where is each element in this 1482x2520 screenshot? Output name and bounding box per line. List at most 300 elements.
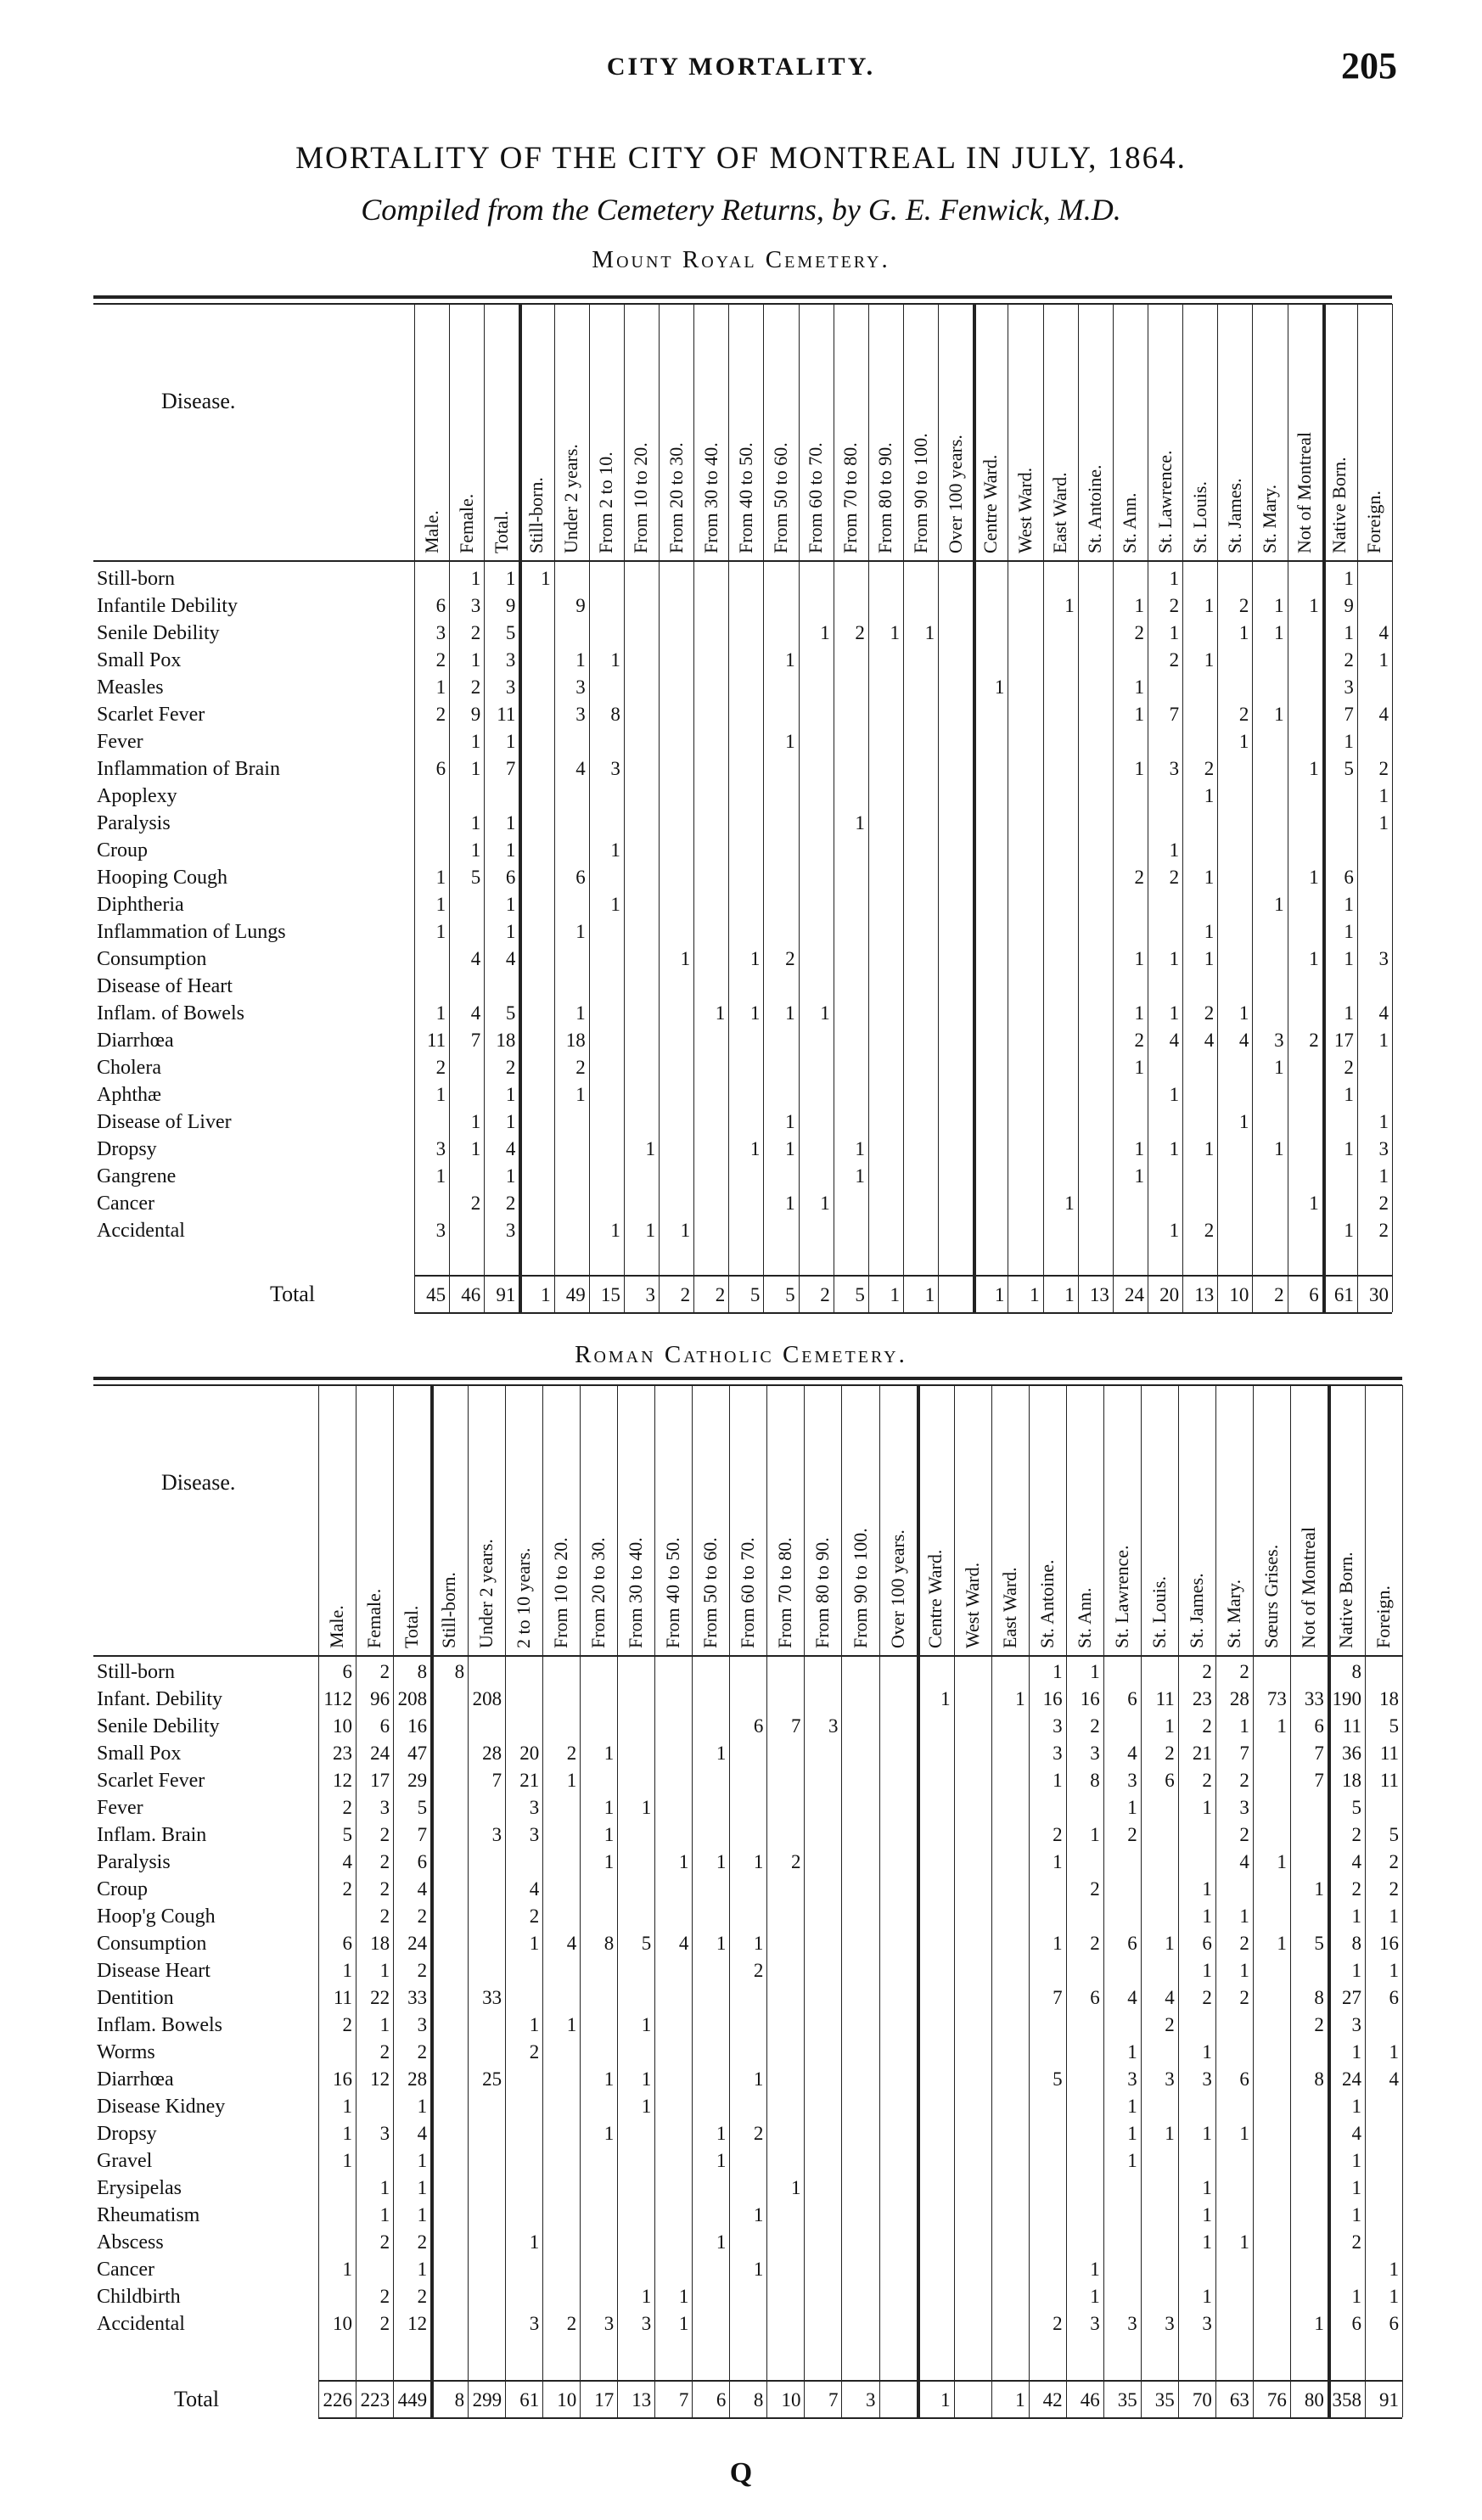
table-cell: 1 [566,2014,577,2035]
table-cell: 1 [417,2096,428,2117]
table-cell: 2 [379,1905,390,1927]
table-cell: 6 [1314,1715,1324,1737]
disease-name: Paralysis [97,812,171,834]
table-cell: 5 [1053,2068,1063,2090]
table-cell: 1 [1378,1165,1389,1187]
table-cell: 4 [342,1851,353,1872]
table-cell: 4 [505,1138,516,1159]
table-cell: 2 [1134,1030,1144,1051]
column-rule [799,304,800,1312]
table-cell: 3 [1202,2068,1212,2090]
total-cell: 46 [1080,2389,1100,2411]
table-cell: 4 [1378,704,1389,725]
column-header: Foreign. [1372,1586,1394,1648]
column-header: West Ward. [1014,467,1036,553]
table-cell: 1 [1351,2286,1361,2307]
table-cell: 1 [470,1111,481,1132]
table-cell: 1 [1204,948,1215,969]
total-cell: 91 [1378,2389,1399,2411]
table-cell: 2 [1204,1002,1215,1024]
table-cell: 2 [1165,2014,1175,2035]
disease-name: Still-born [97,1661,176,1683]
column-header: St. Ann. [1073,1587,1095,1648]
column-rule [1252,304,1253,1312]
column-rule [1357,304,1358,1312]
table-cell: 1 [435,676,446,698]
disease-name: Apoplexy [97,785,177,807]
table-cell: 7 [491,1770,502,1791]
total-cell: 1 [1064,1284,1075,1305]
total-cell: 24 [1124,1284,1144,1305]
column-header: Native Born. [1328,457,1350,553]
total-cell: 30 [1368,1284,1389,1305]
column-header: Male. [326,1605,348,1648]
table-cell: 1 [645,1138,655,1159]
table-cell: 1 [505,1084,516,1105]
table-cell: 2 [379,1878,390,1900]
table-cell: 208 [397,1688,428,1709]
table-cell: 4 [529,1878,540,1900]
table-cell: 1 [1169,1084,1180,1105]
table-cell: 11 [1379,1770,1399,1791]
table-cell: 1 [1134,758,1144,779]
table-cell: 5 [1344,758,1354,779]
table-cell: 4 [505,948,516,969]
column-rule [449,304,450,1312]
table-cell: 2 [470,676,481,698]
table-cell: 2 [379,1661,390,1682]
table-cell: 1 [1204,785,1215,806]
table-cell: 8 [603,1933,615,1954]
table-cell: 6 [1127,1688,1137,1709]
table-cell: 1 [470,812,481,833]
column-header: St. Antoine. [1084,464,1106,553]
table-cell: 1 [1169,1220,1180,1241]
table-cell: 2 [1344,1057,1354,1078]
header-rule [93,1655,1402,1657]
table-cell: 18 [370,1933,390,1954]
roman-catholic-heading: Roman Catholic Cemetery. [575,1341,907,1368]
table-cell: 1 [1202,2123,1212,2144]
disease-name: Infant. Debility [97,1688,222,1710]
table-cell: 96 [370,1688,390,1709]
disease-name: Rheumatism [97,2204,200,2226]
table-cell: 1 [379,2204,390,2225]
table-cell: 1 [1134,704,1144,725]
table-cell: 2 [379,1851,390,1872]
disease-name: Inflam. Bowels [97,2014,222,2036]
table-cell: 2 [417,2231,428,2253]
page-number: 205 [1341,45,1397,87]
table-cell: 6 [1202,1933,1212,1954]
table-cell: 2 [1169,649,1180,671]
table-cell: 2 [1239,1933,1249,1954]
table-cell: 1 [716,2231,727,2253]
table-cell: 1 [1053,1933,1063,1954]
total-label: Total [270,1282,316,1306]
table-cell: 12 [370,2068,390,2090]
column-rule [1365,1385,1366,2417]
table-cell: 1 [820,1002,830,1024]
column-rule [1043,304,1044,1312]
table-cell: 1 [1169,568,1180,589]
column-rule [938,304,939,1312]
disease-name: Gravel [97,2150,153,2172]
table-cell: 9 [575,595,586,616]
table-cell: 1 [680,1220,691,1241]
table-cell: 1 [1134,1057,1144,1078]
disease-name: Disease of Heart [97,975,233,997]
table-top-rule [93,1377,1402,1380]
table-cell: 2 [785,948,795,969]
table-cell: 2 [566,2313,577,2334]
table-cell: 1 [749,1138,761,1159]
table-cell: 1 [1127,2150,1137,2171]
table-cell: 5 [505,1002,516,1024]
disease-name: Paralysis [97,1851,171,1873]
table-cell: 1 [1344,1220,1354,1241]
table-cell: 1 [1134,948,1144,969]
column-header: St. Ann. [1119,492,1141,553]
table-cell: 18 [1341,1770,1361,1791]
table-cell: 112 [323,1688,353,1709]
table-cell: 1 [820,622,830,643]
total-cell: 2 [680,1284,691,1305]
table-cell: 2 [1351,2231,1361,2253]
table-cell: 1 [1274,595,1284,616]
column-header: From 60 to 70. [737,1537,759,1648]
table-cell: 36 [1341,1743,1361,1764]
table-cell: 4 [575,758,586,779]
disease-name: Erysipelas [97,2177,182,2199]
disease-name: Accidental [97,2313,185,2335]
table-cell: 4 [470,948,481,969]
table-cell: 1 [435,1002,446,1024]
column-header: East Ward. [1049,472,1071,553]
table-cell: 4 [1351,1851,1361,1872]
total-cell: 2 [820,1284,830,1305]
table-cell: 33 [482,1987,502,2008]
table-cell: 1 [855,1138,865,1159]
table-cell: 1 [575,649,586,671]
table-cell: 2 [1169,867,1180,888]
disease-name: Measles [97,676,164,699]
table-cell: 3 [417,2014,428,2035]
table-cell: 6 [1389,1987,1399,2008]
table-cell: 11 [1379,1743,1399,1764]
table-cell: 1 [645,1220,655,1241]
column-rule [542,1385,543,2417]
table-cell: 1 [716,1933,727,1954]
disease-name: Abscess [97,2231,164,2253]
table-cell: 1 [505,812,516,833]
table-cell: 1 [1053,1661,1063,1682]
table-cell: 1 [342,2150,353,2171]
column-rule [1103,1385,1104,2417]
table-bottom-rule [414,1312,1392,1314]
column-header: From 10 to 20. [550,1537,572,1648]
table-cell: 1 [379,1960,390,1981]
table-cell: 2 [529,1905,540,1927]
table-cell: 18 [565,1030,586,1051]
table-cell: 1 [1351,2204,1361,2225]
disease-name: Diarrhœa [97,2068,174,2091]
column-rule [763,304,764,1312]
total-cell: 10 [1229,1284,1249,1305]
table-cell: 1 [1351,2041,1361,2063]
table-cell: 12 [407,2313,428,2334]
table-cell: 2 [342,1797,353,1818]
column-header: From 40 to 50. [662,1537,684,1648]
table-cell: 6 [1389,2313,1399,2334]
table-cell: 1 [603,1824,615,1845]
table-cell: 2 [753,2123,764,2144]
table-cell: 1 [785,1193,795,1214]
table-cell: 6 [575,867,586,888]
table-cell: 3 [1202,2313,1212,2334]
total-cell: 10 [781,2389,801,2411]
table-cell: 1 [505,1111,516,1132]
table-cell: 1 [435,894,446,915]
table-cell: 2 [1389,1878,1399,1900]
table-cell: 1 [1344,568,1354,589]
table-cell: 1 [603,1743,615,1764]
header-rule [93,560,1392,562]
table-cell: 2 [342,2014,353,2035]
table-cell: 190 [1332,1688,1361,1709]
disease-name: Gangrene [97,1165,177,1187]
table-cell: 4 [1127,1743,1137,1764]
total-cell: 80 [1304,2389,1324,2411]
column-rule [903,304,904,1312]
table-cell: 6 [753,1715,764,1737]
table-cell: 1 [641,2096,652,2117]
table-cell: 1 [603,2123,615,2144]
table-cell: 1 [1204,867,1215,888]
table-cell: 1 [749,948,761,969]
column-rule [917,1385,920,2417]
table-cell: 7 [1239,1743,1249,1764]
table-cell: 1 [1314,1878,1324,1900]
table-cell: 5 [342,1824,353,1845]
table-cell: 1 [716,2150,727,2171]
column-rule [519,304,522,1312]
table-cell: 1 [1238,622,1249,643]
table-cell: 2 [753,1960,764,1981]
total-cell: 49 [565,1284,586,1305]
table-cell: 1 [342,2123,353,2144]
table-cell: 1 [1274,704,1284,725]
column-header: From 60 to 70. [805,442,827,553]
table-cell: 1 [1165,1933,1175,1954]
table-cell: 18 [1378,1688,1399,1709]
table-cell: 1 [641,1797,652,1818]
column-rule [1113,304,1114,1312]
table-cell: 6 [1344,867,1354,888]
disease-name: Scarlet Fever [97,704,205,726]
table-cell: 9 [470,704,481,725]
running-head: CITY MORTALITY. [606,53,876,81]
table-cell: 1 [1274,894,1284,915]
table-top-rule-2 [93,303,1392,305]
disease-name: Dropsy [97,1138,157,1160]
table-cell: 3 [470,595,481,616]
column-header: From 10 to 20. [630,442,652,553]
disease-name: Accidental [97,1220,185,1242]
table-cell: 3 [529,2313,540,2334]
table-cell: 1 [575,1084,586,1105]
table-cell: 2 [1378,758,1389,779]
column-rule [659,304,660,1312]
total-cell: 1 [924,1284,935,1305]
table-cell: 1 [342,1960,353,1981]
table-cell: 1 [785,1138,795,1159]
column-header: East Ward. [998,1567,1020,1648]
table-cell: 6 [417,1851,428,1872]
table-top-rule [93,295,1392,299]
table-cell: 6 [1351,2313,1361,2334]
table-cell: 9 [1344,595,1354,616]
table-cell: 2 [470,622,481,643]
column-rule [468,1385,469,2417]
table-cell: 1 [753,1851,764,1872]
total-cell: 15 [600,1284,620,1305]
total-cell: 61 [519,2389,540,2411]
table-cell: 2 [1090,1933,1100,1954]
table-cell: 1 [994,676,1005,698]
table-cell: 1 [1202,2231,1212,2253]
column-rule [554,304,555,1312]
table-cell: 2 [1238,595,1249,616]
table-cell: 2 [505,1193,516,1214]
total-cell: 10 [557,2389,577,2411]
table-cell: 8 [1351,1933,1361,1954]
total-cell: 5 [855,1284,865,1305]
column-rule [1029,1385,1030,2417]
table-cell: 1 [529,1933,540,1954]
total-cell: 1 [541,1284,551,1305]
table-cell: 1 [1389,2041,1399,2063]
table-cell: 1 [470,758,481,779]
table-cell: 24 [370,1743,390,1764]
table-cell: 1 [1378,785,1389,806]
disease-name: Inflammation of Brain [97,758,280,780]
table-cell: 8 [610,704,620,725]
column-header: St. Lawrence. [1154,450,1176,553]
table-cell: 2 [1239,1661,1249,1682]
table-cell: 2 [379,2286,390,2307]
table-cell: 7 [1314,1743,1324,1764]
table-cell: 1 [1202,2204,1212,2225]
mount-royal-heading: Mount Royal Cemetery. [592,246,890,273]
table-cell: 2 [1239,1824,1249,1845]
disease-name: Consumption [97,948,207,970]
table-cell: 3 [435,1220,446,1241]
table-cell: 3 [1053,1715,1063,1737]
table-cell: 1 [1064,1193,1075,1214]
table-cell: 1 [716,1743,727,1764]
table-cell: 5 [1389,1715,1399,1737]
column-header: Not of Montreal [1297,1527,1319,1648]
table-cell: 1 [1127,1797,1137,1818]
table-cell: 8 [1314,1987,1324,2008]
table-cell: 18 [496,1030,516,1051]
table-cell: 9 [505,595,516,616]
table-cell: 2 [1239,1770,1249,1791]
disease-name: Senile Debility [97,1715,220,1737]
table-cell: 1 [1378,1030,1389,1051]
table-cell: 1 [1344,1138,1354,1159]
table-cell: 1 [1053,1851,1063,1872]
table-cell: 1 [435,1084,446,1105]
table-cell: 1 [470,568,481,589]
total-cell: 8 [454,2389,465,2411]
table-cell: 17 [1333,1030,1354,1051]
column-header: From 30 to 40. [699,442,721,553]
table-cell: 1 [785,731,795,752]
table-cell: 2 [1238,704,1249,725]
table-cell: 22 [370,1987,390,2008]
table-cell: 1 [785,1111,795,1132]
table-cell: 23 [333,1743,353,1764]
table-cell: 4 [566,1933,577,1954]
table-cell: 1 [940,1688,951,1709]
total-cell: 45 [426,1284,446,1305]
table-cell: 2 [1314,2014,1324,2035]
table-cell: 1 [1389,1905,1399,1927]
disease-column-header: Disease. [161,389,236,413]
disease-name: Infantile Debility [97,595,238,617]
table-cell: 33 [407,1987,428,2008]
column-header: From 2 to 10. [595,452,617,553]
table-cell: 2 [379,2231,390,2253]
table-cell: 16 [1042,1688,1063,1709]
column-rule [954,1385,955,2417]
column-header: From 90 to 100. [909,433,931,553]
table-cell: 1 [790,2177,801,2198]
column-rule [318,1385,319,2417]
table-cell: 47 [407,1743,428,1764]
table-cell: 1 [1239,1715,1249,1737]
table-cell: 24 [407,1933,428,1954]
total-cell: 449 [397,2389,428,2411]
table-cell: 3 [575,676,586,698]
table-cell: 73 [1266,1688,1287,1709]
table-cell: 2 [529,2041,540,2063]
total-cell: 13 [632,2389,652,2411]
table-cell: 1 [1202,2177,1212,2198]
table-cell: 1 [1239,1905,1249,1927]
table-cell: 1 [641,2286,652,2307]
column-header: Total. [490,510,512,553]
table-cell: 1 [1378,812,1389,833]
table-cell: 1 [610,1220,620,1241]
table-cell: 2 [379,2041,390,2063]
column-header: From 40 to 50. [734,442,756,553]
total-cell: 5 [785,1284,795,1305]
table-cell: 3 [1169,758,1180,779]
table-cell: 2 [379,1824,390,1845]
table-cell: 1 [1239,2123,1249,2144]
table-cell: 1 [1090,2259,1100,2280]
table-cell: 1 [1090,1824,1100,1845]
table-cell: 3 [435,622,446,643]
table-cell: 3 [505,1220,516,1241]
column-rule [1078,304,1079,1312]
table-cell: 1 [1134,1002,1144,1024]
table-cell: 2 [1309,1030,1319,1051]
table-cell: 1 [1204,921,1215,942]
